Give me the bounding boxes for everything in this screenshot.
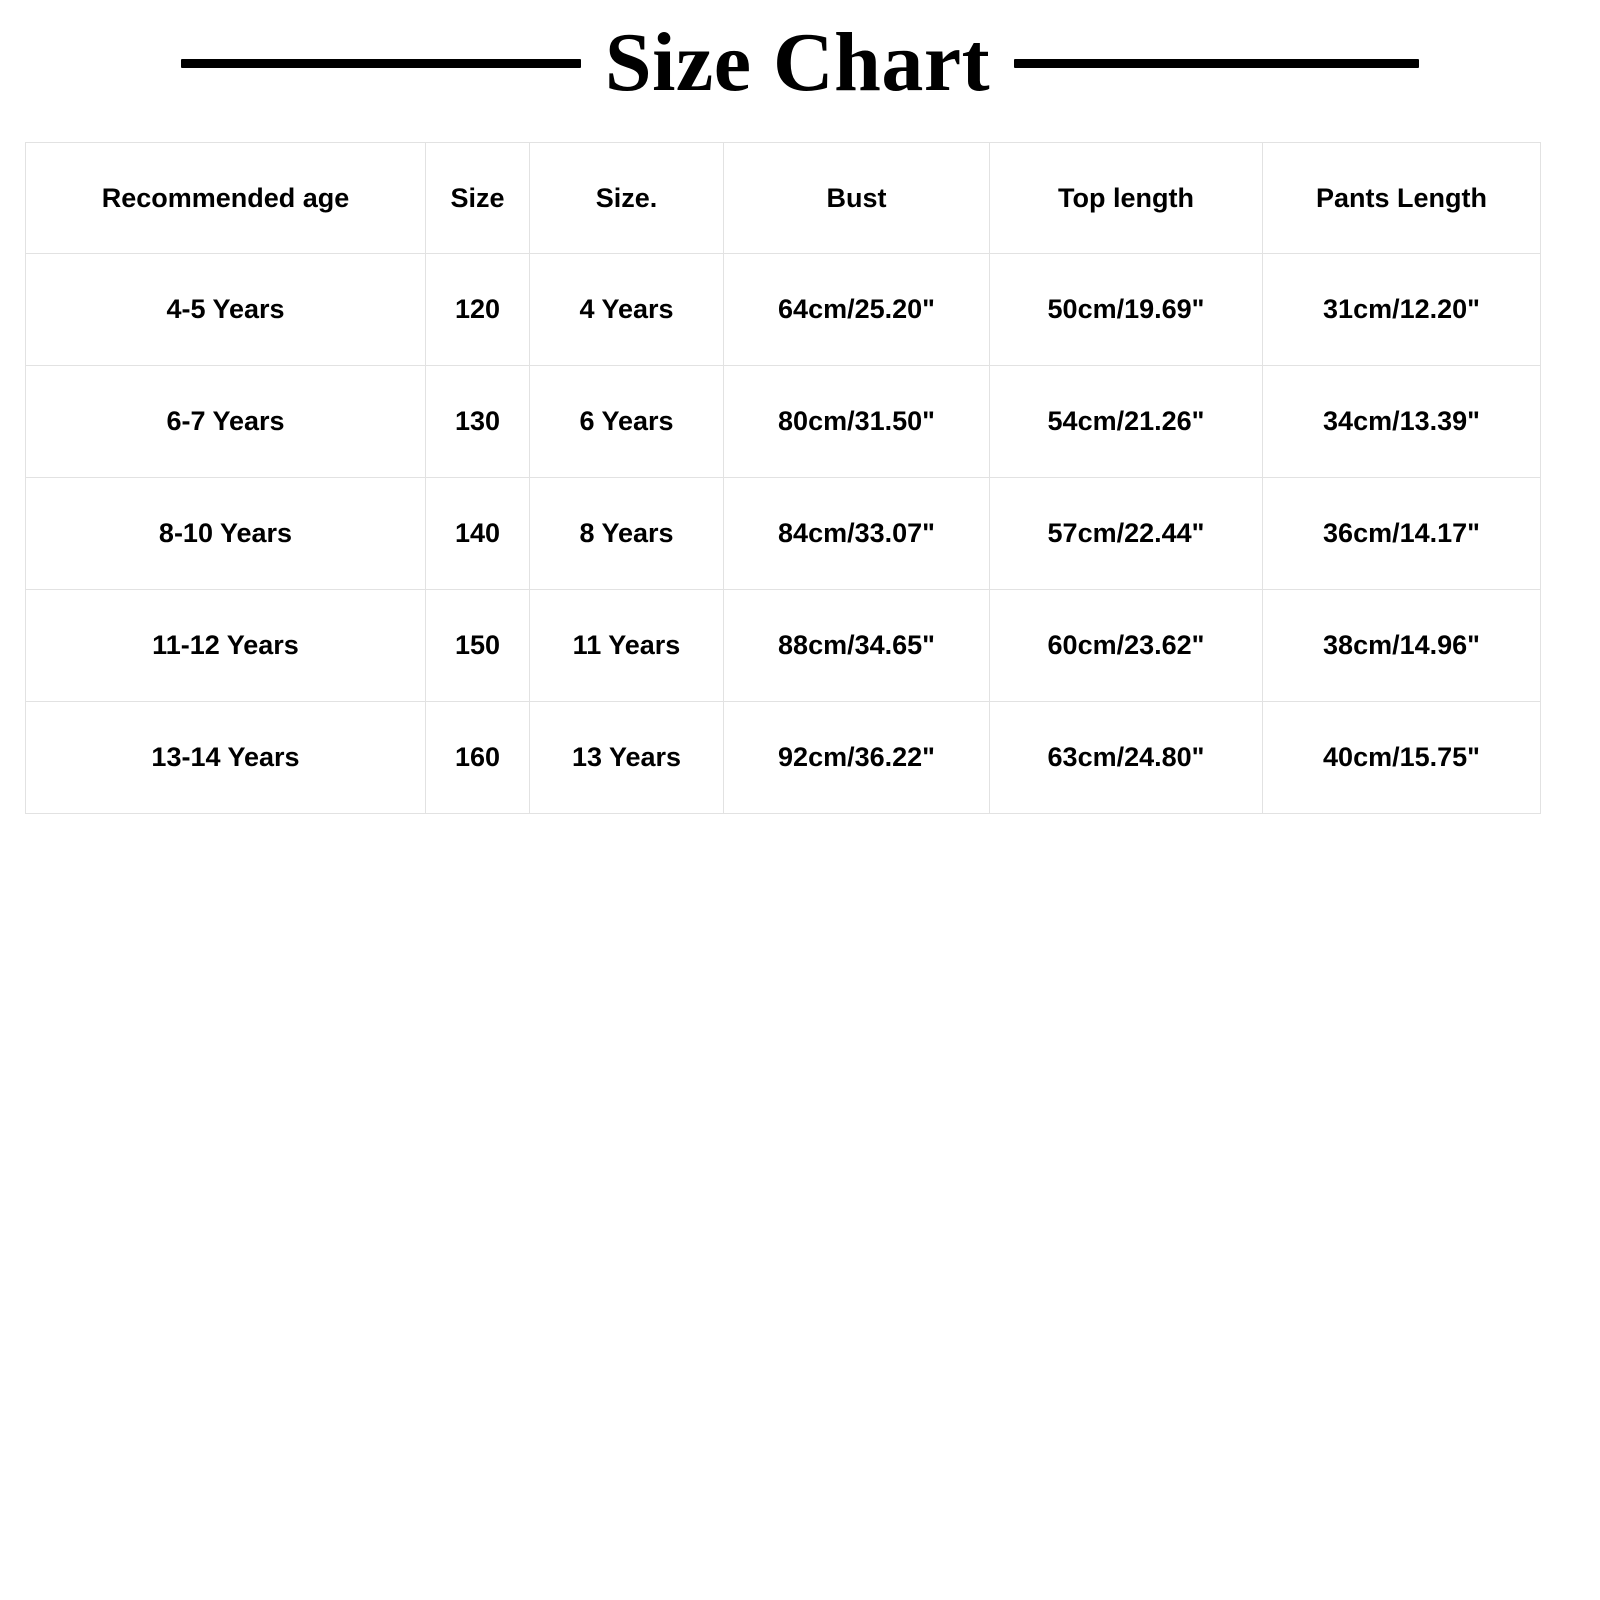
cell-pants-length: 40cm/15.75" xyxy=(1263,702,1541,814)
cell-pants-length: 31cm/12.20" xyxy=(1263,254,1541,366)
cell-bust: 80cm/31.50" xyxy=(724,366,990,478)
cell-top-length: 50cm/19.69" xyxy=(990,254,1263,366)
table-header-row xyxy=(26,143,1541,254)
column-header-top-length: Top length xyxy=(990,143,1263,254)
table-row xyxy=(26,254,1541,366)
cell-size: 130 xyxy=(426,366,530,478)
column-header-size: Size xyxy=(426,143,530,254)
cell-pants-length: 38cm/14.96" xyxy=(1263,590,1541,702)
column-header-bust: Bust xyxy=(724,143,990,254)
title-rule-right xyxy=(1014,59,1419,68)
column-header-recommended-age: Recommended age xyxy=(26,143,426,254)
cell-recommended-age: 4-5 Years xyxy=(26,254,426,366)
cell-bust: 84cm/33.07" xyxy=(724,478,990,590)
cell-recommended-age: 11-12 Years xyxy=(26,590,426,702)
cell-bust: 64cm/25.20" xyxy=(724,254,990,366)
table-row xyxy=(26,366,1541,478)
cell-size-alt: 4 Years xyxy=(530,254,724,366)
cell-bust: 88cm/34.65" xyxy=(724,590,990,702)
cell-size-alt: 8 Years xyxy=(530,478,724,590)
table-row xyxy=(26,702,1541,814)
cell-size-alt: 13 Years xyxy=(530,702,724,814)
cell-top-length: 60cm/23.62" xyxy=(990,590,1263,702)
cell-size-alt: 11 Years xyxy=(530,590,724,702)
cell-top-length: 57cm/22.44" xyxy=(990,478,1263,590)
cell-top-length: 54cm/21.26" xyxy=(990,366,1263,478)
column-header-pants-length: Pants Length xyxy=(1263,143,1541,254)
page-title: Size Chart xyxy=(604,16,991,109)
cell-pants-length: 34cm/13.39" xyxy=(1263,366,1541,478)
cell-recommended-age: 8-10 Years xyxy=(26,478,426,590)
column-header-size-alt: Size. xyxy=(530,143,724,254)
cell-pants-length: 36cm/14.17" xyxy=(1263,478,1541,590)
cell-bust: 92cm/36.22" xyxy=(724,702,990,814)
table-row xyxy=(26,590,1541,702)
table-row xyxy=(26,478,1541,590)
size-chart-table-wrapper xyxy=(25,142,1540,814)
cell-recommended-age: 13-14 Years xyxy=(26,702,426,814)
cell-size: 140 xyxy=(426,478,530,590)
title-rule-left xyxy=(181,59,581,68)
size-chart-table xyxy=(25,142,1541,814)
chart-title-row xyxy=(0,0,1600,120)
cell-size: 120 xyxy=(426,254,530,366)
cell-size: 150 xyxy=(426,590,530,702)
cell-size: 160 xyxy=(426,702,530,814)
cell-top-length: 63cm/24.80" xyxy=(990,702,1263,814)
cell-recommended-age: 6-7 Years xyxy=(26,366,426,478)
cell-size-alt: 6 Years xyxy=(530,366,724,478)
